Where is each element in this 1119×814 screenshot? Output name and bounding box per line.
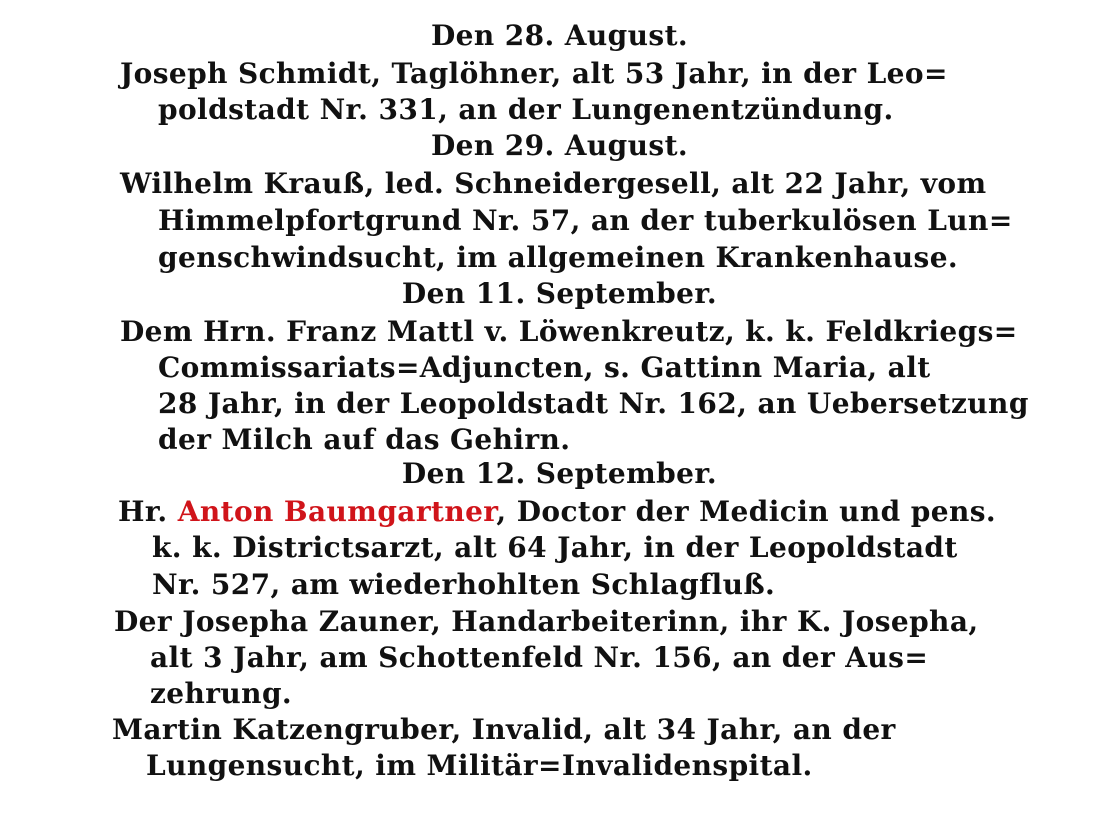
record-line: Martin Katzengruber, Invalid, alt 34 Jahr, an der <box>112 713 896 746</box>
date-heading: Den 29. August. <box>430 129 689 162</box>
record-line: der Milch auf das Gehirn. <box>158 423 571 456</box>
date-heading: Den 11. September. <box>401 277 718 310</box>
record-line: Joseph Schmidt, Taglöhner, alt 53 Jahr, in der Leo= <box>120 57 948 90</box>
record-line: k. k. Districtsarzt, alt 64 Jahr, in der Leopoldstadt <box>152 531 958 564</box>
record-prefix: Hr. <box>118 495 178 528</box>
record-suffix: , Doctor der Medicin und pens. <box>496 495 997 528</box>
record-line: zehrung. <box>150 677 293 710</box>
record-line: Nr. 527, am wiederhohlten Schlagfluß. <box>152 568 776 601</box>
record-line: Commissariats=Adjuncten, s. Gattinn Maria, alt <box>158 351 931 384</box>
record-line: Dem Hrn. Franz Mattl v. Löwenkreutz, k. k. Feldkriegs= <box>120 315 1018 348</box>
date-heading: Den 12. September. <box>401 457 718 490</box>
record-line: Lungensucht, im Militär=Invalidenspital. <box>146 749 813 782</box>
record-line: Himmelpfortgrund Nr. 57, an der tuberkulösen Lun= <box>158 204 1013 237</box>
record-line: 28 Jahr, in der Leopoldstadt Nr. 162, an Uebersetzung <box>158 387 1029 420</box>
record-line: alt 3 Jahr, am Schottenfeld Nr. 156, an der Aus= <box>150 641 929 674</box>
record-line: Der Josepha Zauner, Handarbeiterinn, ihr K. Josepha, <box>114 605 979 638</box>
record-line <box>118 494 996 530</box>
record-line: poldstadt Nr. 331, an der Lungenentzündung. <box>158 93 894 126</box>
record-line: Wilhelm Krauß, led. Schneidergesell, alt 22 Jahr, vom <box>120 167 987 200</box>
highlighted-name: Anton Baumgartner <box>177 495 497 528</box>
record-line: genschwindsucht, im allgemeinen Krankenhause. <box>158 241 959 274</box>
date-heading: Den 28. August. <box>430 19 689 52</box>
